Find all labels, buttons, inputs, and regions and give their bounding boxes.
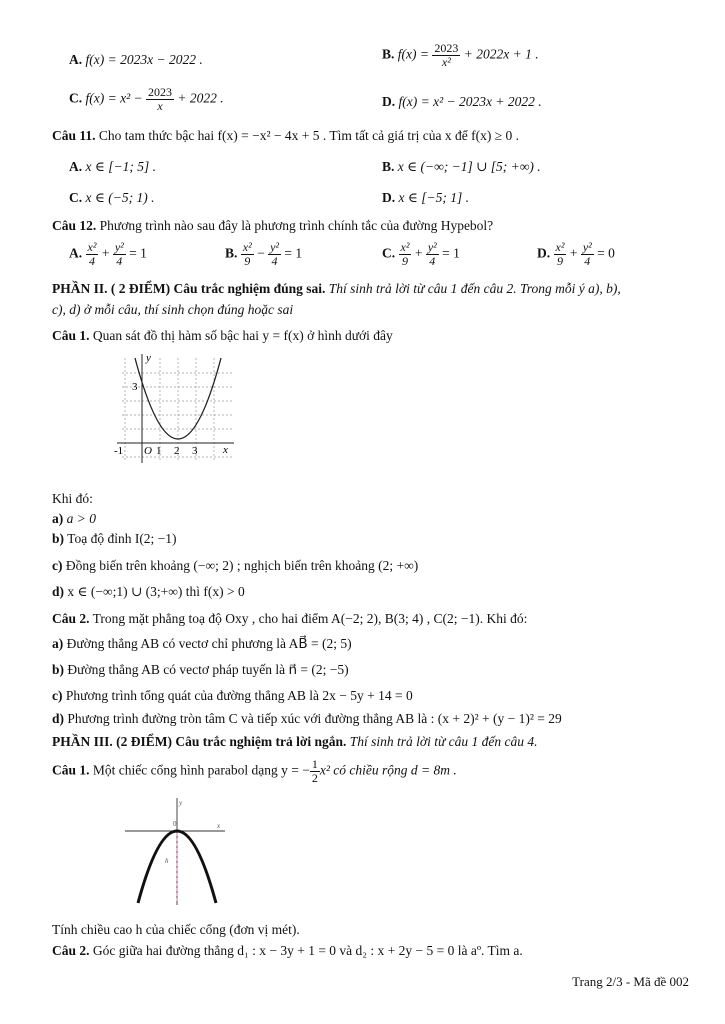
fraction-den: 4 [88,254,95,268]
item-label: c) [52,558,63,573]
x-axis-label: x [223,444,228,456]
fraction-den: 9 [401,254,408,268]
option-label: C. [69,190,83,205]
x-axis-label: x [217,822,221,830]
operator: + [101,245,110,261]
option-text: f(x) = 2023x − 2022 . [85,52,203,67]
p2-q2-item-d [52,711,562,727]
item-text: Đường thẳng AB có vectơ chỉ phương là AB⃗ = (2; 5) [63,636,352,651]
q12-option-c [382,241,460,268]
item-text: Phương trình đường tròn tâm C và tiếp xúc với đường thẳng AB là : (x + 2)² + (y − 1)² = 29 [64,711,562,726]
p2-q1-item-d [52,584,245,600]
section-instructions: Thí sinh trả lời từ câu 1 đến câu 4. [346,734,538,749]
gate-parabola-graph [125,795,230,907]
fraction-num: x² [400,240,410,254]
option-label: B. [382,159,395,174]
tick-x-minus1: -1 [114,445,124,457]
fraction [426,241,439,268]
question-label: Câu 11. [52,128,96,143]
rhs: = 0 [597,245,615,261]
fraction-num: x² [87,240,97,254]
part2-heading [52,281,621,297]
item-text: x ∈ (−∞;1) ∪ (3;+∞) thì f(x) > 0 [64,584,245,599]
q10-option-a [69,52,203,68]
item-text: a > 0 [63,511,96,526]
p2-q2-stem [52,611,527,627]
height-label: h [165,857,169,865]
fraction-num: y² [427,240,437,254]
option-label: B. [382,46,395,62]
question-label: Câu 1. [52,762,90,778]
origin-label: O [144,445,152,457]
fraction-den: 2 [311,771,318,785]
item-label: a) [52,636,64,651]
tick-x-2: 2 [174,445,180,457]
tick-x-1: 1 [156,445,162,457]
p2-q2-item-b [52,662,349,678]
option-text: x ∈ [−5; 1] . [398,190,469,205]
q11-option-a [69,159,156,175]
fraction [268,241,281,268]
rhs: = 1 [284,245,303,261]
operator: + [414,245,423,261]
fraction [581,241,594,268]
item-text: Đồng biến trên khoảng (−∞; 2) ; nghịch biến trên khoảng (2; +∞) [62,558,419,573]
fraction [399,241,412,268]
option-label: C. [69,90,83,106]
p2-q1-item-b [52,531,177,547]
p2-q1-item-a [52,511,96,527]
q12-option-d [537,241,615,268]
option-label: A. [69,52,83,67]
item-label: d) [52,584,65,599]
fraction [146,86,174,113]
fraction-num: x² [242,240,252,254]
section-instructions: Thí sinh trả lời từ câu 1 đến câu 2. Trong mỗi ý a), b), [325,281,621,296]
fraction-num: 2023 [148,85,172,99]
section-title: PHẦN II. ( 2 ĐIỂM) Câu trắc nghiệm đúng sai. [52,281,326,296]
item-label: c) [52,688,63,703]
q12-option-a [69,241,147,268]
fraction-num: y² [114,240,124,254]
question-label: Câu 2. [52,611,90,626]
item-text: Đường thẳng AB có vectơ pháp tuyến là n⃗ = (2; −5) [64,662,349,677]
q12-option-b [225,241,302,268]
option-label: D. [537,245,551,261]
fraction-den: 4 [116,254,123,268]
fraction-den: 4 [429,254,436,268]
question-text: Góc giữa hai đường thẳng d₁ : x − 3y + 1 = 0 và d₂ : x + 2y − 5 = 0 là aº. Tìm a. [89,943,523,958]
question-text: Phương trình nào sau đây là phương trình chính tắc của đường Hypebol? [96,218,494,233]
option-text-pre: f(x) = [397,46,433,62]
question-label: Câu 1. [52,328,90,343]
item-text: Toạ độ đỉnh I(2; −1) [64,531,177,546]
q12-stem [52,218,493,234]
q11-option-b [382,159,541,175]
p2-q2-item-a [52,636,352,652]
fraction-num: 1 [311,757,318,771]
part2-instructions-line2: c), d) ở mỗi câu, thí sinh chọn đúng hoặc sai [52,302,294,317]
item-label: b) [52,662,65,677]
p2-q2-item-c [52,688,413,704]
fraction-den: 4 [584,254,591,268]
question-text: Cho tam thức bậc hai f(x) = −x² − 4x + 5 . Tìm tất cả giá trị của x để f(x) ≥ 0 . [95,128,520,143]
question-text: Trong mặt phẳng toạ độ Oxy , cho hai điểm A(−2; 2), B(3; 4) , C(2; −1). Khi đó: [89,611,528,626]
y-axis-label: y [179,799,183,807]
tick-y-3: 3 [132,381,138,393]
tick-x-3: 3 [192,445,198,457]
fraction [432,42,460,69]
option-text: x ∈ [−1; 5] . [85,159,156,174]
question-label: Câu 12. [52,218,97,233]
option-text-post: + 2022 . [174,90,224,106]
q11-stem [52,128,519,144]
option-label: A. [69,159,83,174]
rhs: = 1 [129,245,147,261]
fraction [113,241,126,268]
q11-option-d [382,190,469,206]
p2-q1-intro: Khi đó: [52,491,93,506]
item-label: a) [52,511,64,526]
question-text: Quan sát đồ thị hàm số bậc hai y = f(x) ở hình dưới đây [89,328,393,343]
quadratic-graph [112,350,237,465]
option-label: B. [225,245,238,261]
fraction-num: y² [270,240,280,254]
option-text: f(x) = x² − 2023x + 2022 . [398,94,542,109]
fraction [310,758,320,785]
option-label: D. [382,94,396,109]
fraction-num: 2023 [434,41,459,55]
q10-option-d [382,94,542,110]
p2-q1-stem [52,328,393,344]
section-title: PHẦN III. (2 ĐIỂM) Câu trắc nghiệm trả lời ngắn. [52,734,347,749]
fraction-num: y² [582,240,592,254]
item-label: b) [52,531,65,546]
p3-q1-stem [52,758,457,785]
question-label: Câu 2. [52,943,90,958]
fraction [241,241,254,268]
fraction-den: 9 [244,254,251,268]
item-text: Phương trình tổng quát của đường thẳng AB là 2x − 5y + 14 = 0 [62,688,413,703]
operator: + [569,245,578,261]
q10-option-b [382,42,539,69]
operator: − [257,245,265,261]
fraction [554,241,567,268]
rhs: = 1 [442,245,460,261]
p3-q1-ask: Tính chiều cao h của chiếc cổng (đơn vị mét). [52,922,300,937]
p2-q1-item-c [52,558,418,574]
question-text-post: x² có chiều rộng d = 8m . [319,762,457,778]
fraction [86,241,99,268]
part3-heading [52,734,538,750]
option-text-pre: f(x) = x² − [85,90,146,106]
q10-option-c [69,86,224,113]
fraction-num: x² [555,240,565,254]
page-footer: Trang 2/3 - Mã đề 002 [572,974,689,989]
option-label: C. [382,245,396,261]
option-label: A. [69,245,83,261]
q11-option-c [69,190,154,206]
y-axis-label: y [146,352,151,364]
fraction-den: x [157,99,163,113]
option-text-post: + 2022x + 1 . [460,46,539,62]
option-text: x ∈ (−∞; −1] ∪ [5; +∞) . [397,159,541,174]
fraction-den: 4 [271,254,278,268]
option-label: D. [382,190,396,205]
option-text: x ∈ (−5; 1) . [85,190,155,205]
p3-q2-stem [52,943,523,959]
question-text-pre: Một chiếc cổng hình parabol dạng y = − [89,762,310,778]
fraction-den: 9 [556,254,563,268]
item-label: d) [52,711,65,726]
fraction-den: x² [441,55,451,69]
origin-label: 0 [173,820,177,828]
